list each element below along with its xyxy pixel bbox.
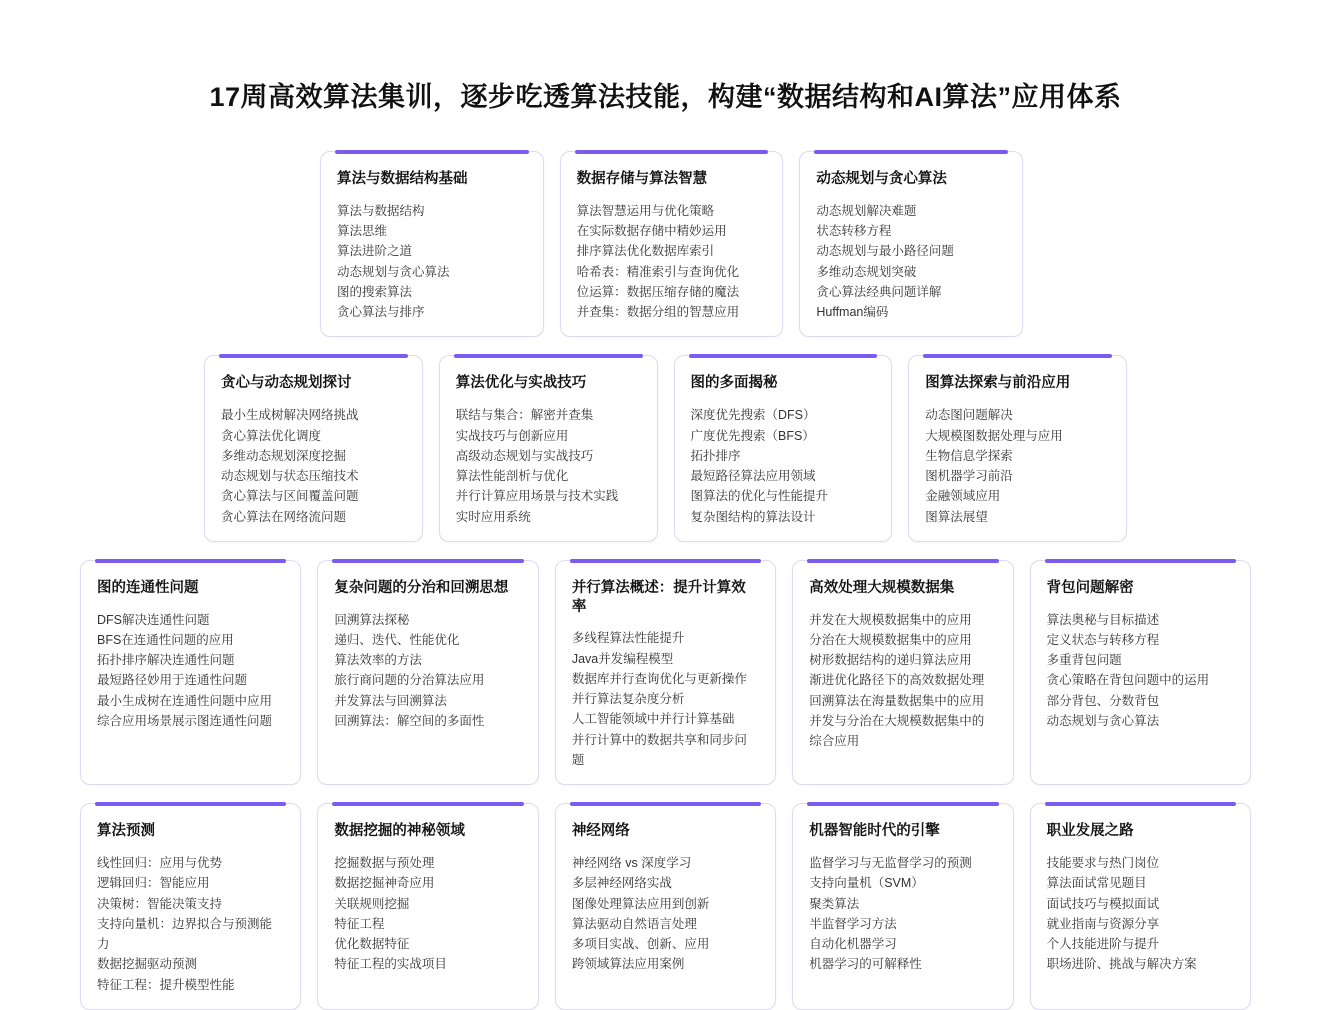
card-topic-item: 图机器学习前沿 (925, 469, 1013, 484)
card-topic-item: 算法与数据结构 (337, 203, 425, 218)
card-topic-item: 数据挖掘驱动预测 (97, 957, 198, 972)
card-topic-item: 并发算法与回溯算法 (334, 693, 447, 708)
card-title: 图的连通性问题 (97, 579, 199, 596)
card-topic-item: 最短路径妙用于连通性问题 (97, 673, 248, 688)
course-card[interactable] (80, 803, 301, 1010)
course-card[interactable] (204, 355, 423, 541)
card-topic-item: 技能要求与热门岗位 (1046, 856, 1160, 871)
card-topic-item: 最小生成树在连通性问题中应用 (97, 693, 273, 708)
card-topic-item: 深度优先搜索（DFS） (690, 408, 816, 423)
card-topic-item: 并查集：数据分组的智慧应用 (576, 305, 740, 320)
card-topic-item: 半监督学习方法 (809, 916, 897, 931)
course-card[interactable] (560, 151, 784, 337)
card-topic-item: 特征工程：提升模型性能 (97, 977, 235, 992)
card-topic-item: 并发在大规模数据集中的应用 (809, 612, 972, 627)
card-row-3 (80, 560, 1251, 785)
card-topic-list (334, 853, 521, 975)
card-topic-list (691, 405, 876, 527)
card-topic-item: 动态图问题解决 (925, 408, 1013, 423)
card-topic-item: 广度优先搜索（BFS） (690, 428, 815, 443)
course-card[interactable] (792, 560, 1013, 785)
card-topic-item: 逻辑回归：智能应用 (97, 876, 210, 891)
card-topic-item: 算法进阶之道 (337, 244, 413, 259)
card-title: 背包问题解密 (1046, 579, 1134, 596)
card-topic-list (809, 610, 996, 752)
card-topic-item: 贪心策略在背包问题中的运用 (1046, 673, 1210, 688)
card-topic-item: 特征工程的实战项目 (334, 957, 447, 972)
card-topic-item: 算法性能剖析与优化 (455, 469, 569, 484)
card-topic-item: 多维动态规划突破 (816, 264, 917, 279)
card-topic-item: 决策树：智能决策支持 (97, 896, 223, 911)
card-topic-item: 多线程算法性能提升 (571, 631, 685, 646)
card-topic-item: 自动化机器学习 (809, 937, 897, 952)
course-card[interactable] (792, 803, 1013, 1010)
card-topic-item: 人工智能领域中并行计算基础 (571, 712, 735, 727)
card-topic-item: 联结与集合：解密并查集 (455, 408, 594, 423)
card-topic-item: 并发与分治在大规模数据集中的综合应用 (809, 713, 985, 749)
card-topic-item: 个人技能进阶与提升 (1046, 937, 1160, 952)
card-topic-item: 职场进阶、挑战与解决方案 (1046, 957, 1197, 972)
card-topic-list (809, 853, 996, 975)
card-topic-item: 聚类算法 (809, 896, 860, 911)
card-topic-list (456, 405, 641, 527)
card-title: 算法优化与实战技巧 (455, 375, 587, 392)
card-row-2 (80, 355, 1251, 541)
course-card[interactable] (320, 151, 544, 337)
card-topic-item: 面试技巧与模拟面试 (1046, 896, 1160, 911)
card-topic-list (97, 853, 284, 995)
card-title: 复杂问题的分治和回溯思想 (334, 579, 509, 596)
card-topic-item: 算法智慧运用与优化策略 (576, 203, 715, 218)
card-topic-item: 贪心算法与排序 (337, 305, 425, 320)
card-topic-item: 图的搜索算法 (337, 284, 413, 299)
card-topic-item: 回溯算法在海量数据集中的应用 (809, 693, 985, 708)
card-row-1 (80, 151, 1251, 337)
card-topic-item: 高级动态规划与实战技巧 (455, 448, 594, 463)
card-title: 数据存储与算法智慧 (576, 171, 708, 188)
card-topic-item: 复杂图结构的算法设计 (690, 509, 816, 524)
card-topic-item: 动态规划与状态压缩技术 (221, 469, 359, 484)
card-topic-item: 神经网络 vs 深度学习 (571, 856, 692, 871)
card-topic-item: 图像处理算法应用到创新 (571, 896, 710, 911)
card-topic-item: 挖掘数据与预处理 (334, 856, 435, 871)
card-topic-item: 贪心算法经典问题详解 (816, 284, 942, 299)
card-topic-item: 渐进优化路径下的高效数据处理 (809, 673, 985, 688)
card-topic-item: 支持向量机：边界拟合与预测能力 (97, 916, 273, 952)
card-title: 动态规划与贪心算法 (816, 171, 947, 188)
card-topic-item: 多维动态规划深度挖掘 (221, 448, 347, 463)
course-card[interactable] (799, 151, 1023, 337)
card-topic-item: 部分背包、分数背包 (1046, 693, 1160, 708)
card-topic-item: 金融领域应用 (925, 489, 1001, 504)
card-topic-item: 回溯算法：解空间的多面性 (334, 713, 485, 728)
card-topic-item: 动态规划与贪心算法 (1046, 713, 1160, 728)
course-card[interactable] (1030, 803, 1251, 1010)
course-card[interactable] (674, 355, 893, 541)
card-topic-item: 动态规划与最小路径问题 (816, 244, 954, 259)
card-topic-item: 数据库并行查询优化与更新操作 (571, 671, 747, 686)
card-topic-item: 并行计算应用场景与技术实践 (455, 489, 619, 504)
card-topic-item: 算法面试常见题目 (1046, 876, 1147, 891)
card-topic-item: 贪心算法优化调度 (221, 428, 322, 443)
card-title: 算法与数据结构基础 (337, 171, 468, 188)
card-topic-item: 旅行商问题的分治算法应用 (334, 673, 485, 688)
card-topic-item: 优化数据特征 (334, 937, 410, 952)
card-topic-list (337, 201, 527, 323)
card-title: 神经网络 (571, 823, 630, 840)
course-card[interactable] (908, 355, 1127, 541)
card-topic-list (816, 201, 1006, 323)
card-topic-item: 多重背包问题 (1046, 653, 1122, 668)
card-topic-item: 动态规划解决难题 (816, 203, 917, 218)
card-topic-list (925, 405, 1110, 527)
card-title: 数据挖掘的神秘领域 (334, 823, 465, 840)
course-card[interactable] (555, 560, 776, 785)
card-topic-item: 机器学习的可解释性 (809, 957, 922, 972)
card-title: 高效处理大规模数据集 (809, 579, 955, 596)
card-topic-list (1047, 610, 1234, 732)
card-topic-item: 贪心算法在网络流问题 (221, 509, 347, 524)
card-title: 图算法探索与前沿应用 (925, 375, 1071, 392)
card-topic-item: 在实际数据存储中精妙运用 (576, 224, 727, 239)
card-topic-item: 监督学习与无监督学习的预测 (809, 856, 972, 871)
card-topic-item: 就业指南与资源分享 (1046, 916, 1160, 931)
card-title: 并行算法概述：提升计算效率 (571, 579, 746, 615)
card-topic-item: Huffman编码 (816, 305, 889, 320)
card-title: 机器智能时代的引擎 (809, 823, 940, 840)
card-topic-item: 图算法展望 (925, 509, 988, 524)
card-topic-item: 拓扑排序解决连通性问题 (97, 653, 235, 668)
card-topic-item: 实时应用系统 (455, 509, 531, 524)
card-topic-item: 拓扑排序 (690, 448, 741, 463)
card-topic-item: 最小生成树解决网络挑战 (221, 408, 359, 423)
card-topic-item: 贪心算法与区间覆盖问题 (221, 489, 359, 504)
card-topic-list (577, 201, 767, 323)
card-topic-item: 数据挖掘神奇应用 (334, 876, 435, 891)
card-topic-item: 并行计算中的数据共享和同步问题 (571, 732, 747, 767)
card-topic-list (97, 610, 284, 732)
page-title: 17周高效算法集训，逐步吃透算法技能，构建“数据结构和AI算法”应用体系 (209, 82, 1122, 112)
course-card[interactable] (555, 803, 776, 1010)
card-topic-item: 最短路径算法应用领域 (690, 469, 816, 484)
card-topic-item: 排序算法优化数据库索引 (576, 244, 715, 259)
course-card[interactable] (80, 560, 301, 785)
card-topic-item: 算法奥秘与目标描述 (1046, 612, 1160, 627)
card-topic-item: 大规模图数据处理与应用 (925, 428, 1063, 443)
card-topic-item: 实战技巧与创新应用 (455, 428, 569, 443)
card-topic-item: 图算法的优化与性能提升 (690, 489, 829, 504)
card-topic-item: 生物信息学探索 (925, 448, 1013, 463)
card-topic-item: 支持向量机（SVM） (809, 876, 924, 891)
card-topic-item: 算法效率的方法 (334, 653, 422, 668)
card-topic-list (572, 853, 759, 975)
card-topic-item: 线性回归：应用与优势 (97, 856, 223, 871)
card-topic-item: 定义状态与转移方程 (1046, 632, 1160, 647)
card-topic-item: 回溯算法探秘 (334, 612, 410, 627)
card-topic-item: 算法思维 (337, 224, 388, 239)
card-topic-item: 动态规划与贪心算法 (337, 264, 450, 279)
card-topic-item: 综合应用场景展示图连通性问题 (97, 713, 273, 728)
card-topic-item: 状态转移方程 (816, 224, 892, 239)
card-topic-item: 多层神经网络实战 (571, 876, 672, 891)
card-topic-item: 树形数据结构的递归算法应用 (809, 653, 972, 668)
card-topic-item: 跨领域算法应用案例 (571, 957, 685, 972)
card-topic-item: 特征工程 (334, 916, 385, 931)
card-topic-list (572, 628, 759, 770)
course-card[interactable] (1030, 560, 1251, 785)
card-topic-item: 位运算：数据压缩存储的魔法 (576, 284, 740, 299)
course-card[interactable] (439, 355, 658, 541)
course-card[interactable] (317, 803, 538, 1010)
card-topic-item: 关联规则挖掘 (334, 896, 410, 911)
card-topic-list (221, 405, 406, 527)
card-topic-item: 哈希表：精准索引与查询优化 (576, 264, 740, 279)
card-topic-item: 递归、迭代、性能优化 (334, 632, 460, 647)
card-topic-item: 多项目实战、创新、应用 (571, 937, 710, 952)
card-grid (0, 151, 1331, 1010)
card-topic-item: 并行算法复杂度分析 (571, 692, 685, 707)
card-title: 贪心与动态规划探讨 (221, 375, 352, 392)
card-topic-item: DFS解决连通性问题 (97, 612, 210, 627)
course-card[interactable] (317, 560, 538, 785)
card-topic-item: BFS在连通性问题的应用 (97, 632, 234, 647)
card-topic-list (334, 610, 521, 732)
card-topic-list (1047, 853, 1234, 975)
card-topic-item: 算法驱动自然语言处理 (571, 916, 697, 931)
card-title: 算法预测 (97, 823, 155, 840)
card-title: 职业发展之路 (1046, 823, 1134, 840)
card-topic-item: 分治在大规模数据集中的应用 (809, 632, 972, 647)
card-topic-item: Java并发编程模型 (571, 651, 674, 666)
card-row-4 (80, 803, 1251, 1010)
card-title: 图的多面揭秘 (690, 375, 778, 392)
